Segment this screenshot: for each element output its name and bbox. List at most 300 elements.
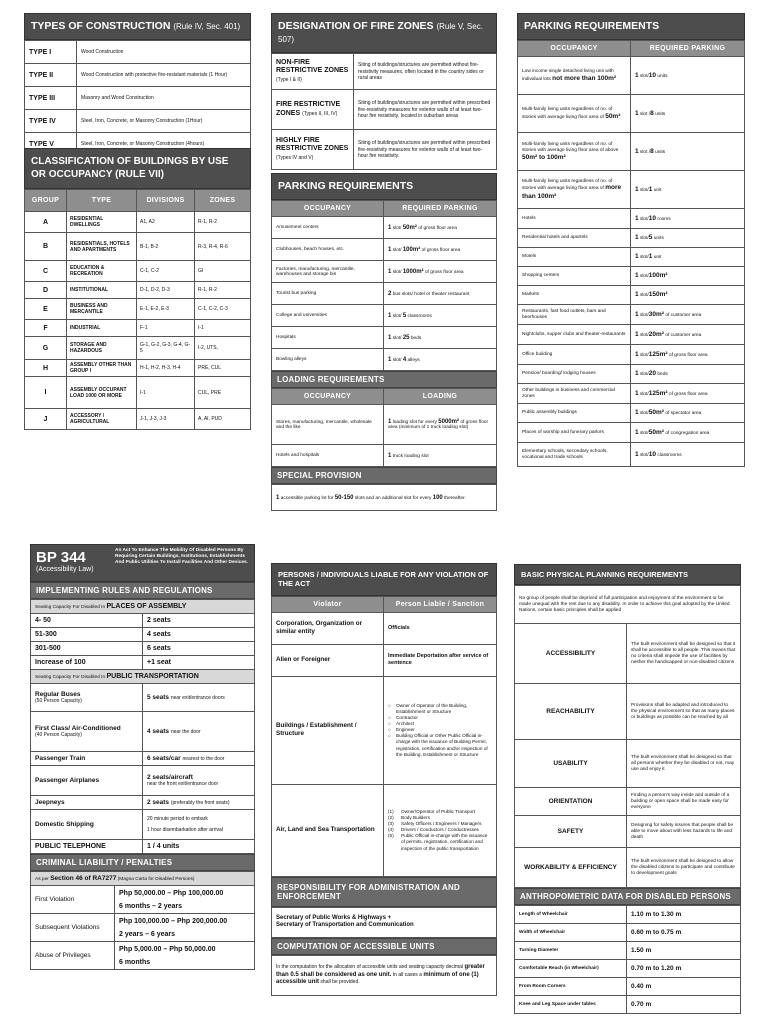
list-item-text: Architect — [396, 721, 415, 727]
type-cell: TYPE II — [25, 64, 77, 87]
parking-cell — [384, 261, 497, 283]
table-row — [518, 305, 745, 325]
seats-value: 2 seats — [147, 798, 170, 806]
computation-table — [271, 955, 497, 996]
desc-cell: Steel, Iron, Concrete, or Masonry Construction (4hours) — [77, 133, 251, 156]
persons-liable-header: PERSONS / INDIVIDUALS LIABLE FOR ANY VIOLATION OF THE ACT — [271, 563, 497, 596]
parking-unit: slot/ — [639, 293, 649, 299]
parking-unit: slot/ — [639, 255, 649, 261]
occupancy-cell: Amusement centers — [272, 217, 384, 239]
parking-header: PARKING REQUIREMENTS — [271, 173, 497, 200]
table-row — [25, 337, 251, 360]
table-row — [272, 349, 497, 371]
transport-name: Regular Buses — [35, 690, 81, 698]
caption-text: As per — [35, 877, 49, 882]
penalty-jail: 6 months – 2 years — [119, 902, 183, 910]
table-row — [518, 171, 745, 209]
parking-unit: slot/ — [639, 352, 649, 358]
occupancy-text: Multi-family living units regardless of no. of stories with average living floor area of — [522, 178, 613, 192]
occupancy-cell: Hospitals — [272, 327, 384, 349]
table-row — [518, 209, 745, 229]
violator-cell: Alien or Foreigner — [272, 644, 384, 676]
desc-cell: Wood Construction — [77, 41, 251, 64]
parking-text: of congregation area — [665, 430, 710, 436]
divisions-cell: J-1, J-3, J-3 — [137, 409, 195, 430]
parking-value: 1 — [635, 214, 639, 222]
irr-header: IMPLEMENTING RULES AND REGULATIONS — [30, 582, 255, 599]
panel-title: DESIGNATION OF FIRE ZONES — [278, 20, 434, 32]
principle-desc-cell: The built environment shall be designed so that it shall be accessible to all people. This means that no criteria shall impede the use of facilities by neither the handicapped or non-disabled citizens — [627, 624, 741, 684]
occupancy-text: Office building — [522, 351, 553, 357]
table-row — [25, 41, 251, 64]
penalty-fine: Php 50,000.00 – Php 100,000.00 — [119, 889, 224, 897]
transport-seats-cell — [143, 752, 255, 766]
principle-cell: REACHABILITY — [515, 684, 627, 740]
table-row — [515, 924, 741, 942]
table-row — [518, 325, 745, 345]
table-row — [31, 656, 255, 670]
seats-value: 6 seats/car — [147, 754, 181, 762]
caption-bold: Section 46 of RA7277 — [50, 875, 117, 882]
parking-cell — [631, 267, 745, 286]
parking-value: 1 — [635, 350, 639, 358]
assembly-caption — [31, 600, 255, 614]
parking-unit: slot/ — [639, 216, 649, 222]
occupancy-text: Multi-family living units regardless of no. of stories with average living floor area of — [522, 106, 613, 120]
occupancy-cell — [518, 305, 631, 325]
seats-note: nearest to the door — [182, 755, 225, 762]
occupancy-cell — [518, 133, 631, 171]
parking-number: 20m² — [648, 330, 664, 338]
parking-text: of gross floor area — [418, 225, 457, 231]
table-row — [518, 57, 745, 95]
type-cell: TYPE IV — [25, 110, 77, 133]
loading-value: 1 — [388, 419, 392, 426]
group-cell: E — [25, 299, 67, 320]
zones-cell: CUL, PRE — [195, 377, 251, 409]
parking-cell — [631, 305, 745, 325]
capacity-cell: Increase of 100 — [31, 656, 143, 670]
bp344-panel — [30, 544, 255, 970]
occupancy-cell — [518, 229, 631, 248]
parking-text: rooms — [657, 216, 671, 222]
occupancy-cell — [518, 267, 631, 286]
table-row — [518, 229, 745, 248]
parking-text: unit — [653, 255, 662, 261]
parking-value: 1 — [635, 310, 639, 318]
violation-cell: Subsequent Violations — [31, 914, 115, 942]
parking-value: 1 — [388, 268, 392, 275]
parking-text: classrooms — [407, 313, 432, 319]
list-item-text: Safety Officers / Engineers / Managers — [401, 821, 482, 827]
parking-text: of customer area — [665, 312, 702, 318]
type-cell: ASSEMBLY OTHER THAN GROUP I — [67, 360, 137, 377]
zone-desc: Siting of buildings/structures are permitted without fire-resistivity measures, often located in the country sides or rural areas — [354, 54, 497, 90]
seats-cell: 6 seats — [143, 642, 255, 656]
col-header: REQUIRED PARKING — [631, 41, 745, 57]
violator-cell: Corporation, Organization or similar entity — [272, 612, 384, 644]
table-row — [31, 914, 255, 942]
table-row — [518, 133, 745, 171]
table-row — [31, 796, 255, 810]
special-text: accessible parking lot for — [280, 495, 334, 501]
capacity-cell: 4- 50 — [31, 614, 143, 628]
parking-number: 30m² — [648, 310, 664, 318]
parking-number: 125m² — [648, 350, 668, 358]
list-item-text: Body Builders — [401, 814, 430, 820]
type-cell: EDUCATION & RECREATION — [67, 261, 137, 282]
parking-unit: slot / — [639, 149, 651, 155]
list-item-text: Drivers / Conductors / Conductresses — [401, 827, 479, 833]
parking-unit: slot/ — [639, 236, 649, 242]
parking-cell — [631, 345, 745, 365]
parking-text: of gross floor area — [668, 352, 708, 358]
table-row — [272, 784, 497, 876]
occupancy-cell — [518, 209, 631, 229]
measure-cell: Width of Wheelchair — [515, 924, 627, 942]
zones-cell: PRE, CUL — [195, 360, 251, 377]
parking-number: 50m² — [648, 428, 664, 436]
loading-number: 5000m² — [438, 419, 459, 426]
measure-value-cell: 0.40 m — [627, 978, 741, 996]
table-row — [518, 384, 745, 404]
seats-value: 2 seats/aircraft — [147, 773, 193, 781]
parking-unit: slot/ — [639, 187, 649, 193]
responsibility-header: RESPONSIBILITY FOR ADMINISTRATION AND ENFORCEMENT — [271, 877, 497, 907]
parking-text: of gross floor area — [668, 391, 708, 397]
zones-cell: R-3, R-4, R-6 — [195, 233, 251, 261]
transport-seats-cell — [143, 796, 255, 810]
computation-bold: minimum of one (1) accessible unit — [276, 971, 479, 985]
occupancy-cell — [518, 345, 631, 365]
fire-zones-panel — [271, 13, 497, 170]
zone-name-cell — [272, 130, 354, 170]
table-row — [31, 670, 255, 684]
classification-table — [24, 189, 251, 430]
table-row — [272, 445, 497, 467]
parking-number: 50m² — [648, 409, 664, 417]
measure-value-cell: 0.70 m — [627, 996, 741, 1014]
table-row — [31, 642, 255, 656]
principle-desc-cell: Designing for safety insures that people shall be able to move about with less hazards to life and death — [627, 816, 741, 848]
table-row — [25, 233, 251, 261]
principle-desc-cell: Finding a person's way inside and outside of a building or open space shall be made easy for everyone — [627, 788, 741, 816]
parking-unit: slot/ — [639, 411, 649, 417]
parking-unit: bus slots/ hotel or theater restaurant — [392, 291, 470, 297]
table-row — [272, 283, 497, 305]
table-row — [518, 443, 745, 467]
parking-unit: slot/ — [639, 332, 649, 338]
col-header: TYPE — [67, 190, 137, 212]
principle-cell: WORKABILITY & EFFICIENCY — [515, 848, 627, 888]
seats-note: near the door — [170, 728, 201, 735]
loading-table — [271, 388, 497, 467]
responsibility-line: Secretary of Transportation and Communication — [276, 922, 414, 929]
parking-number: 1000m² — [402, 268, 424, 275]
parking-cell — [631, 443, 745, 467]
bullet-icon: ○ — [388, 721, 391, 727]
zones-cell: I-1 — [195, 320, 251, 337]
zone-name: NON-FIRE RESTRICTIVE ZONES — [276, 58, 349, 75]
responsibility-table — [271, 907, 497, 938]
seats-note: (preferably the front seats) — [170, 799, 230, 806]
parking-text: units — [655, 149, 666, 155]
table-row — [272, 612, 497, 644]
occupancy-text: Hotels — [522, 215, 536, 221]
caption-text: Seating Capacity For Disabled In — [35, 675, 106, 680]
parking-value: 1 — [635, 185, 639, 193]
col-header: OCCUPANCY — [272, 201, 384, 217]
list-item — [388, 703, 492, 715]
parking-value: 1 — [635, 109, 639, 117]
parking-value: 1 — [635, 272, 639, 280]
computation-bold: greater than 0.5 shall be considered as one unit. — [276, 964, 485, 978]
parking-unit: slot/ — [392, 269, 402, 275]
table-row — [515, 624, 741, 684]
parking-text: classrooms — [657, 452, 682, 458]
divisions-cell: A1, A2 — [137, 212, 195, 233]
bp344-description: An Act To Enhance The Mobility Of Disabled Persons By Requiring Certain Buildings, Institutions, Establishments And Public Utilities To Install Facilities And Other Devices. — [115, 548, 249, 566]
table-row — [31, 752, 255, 766]
occupancy-cell — [518, 325, 631, 345]
transport-cell — [31, 684, 143, 712]
group-cell: J — [25, 409, 67, 430]
principle-cell: ACCESSIBILITY — [515, 624, 627, 684]
occupancy-cell: College and universities — [272, 305, 384, 327]
computation-text: shall be provided. — [320, 979, 360, 985]
parking-number: 50m² — [402, 224, 417, 231]
occupancy-cell: Bowling alleys — [272, 349, 384, 371]
table-row — [272, 327, 497, 349]
penalty-cell — [115, 914, 255, 942]
classification-body — [25, 212, 251, 430]
occupancy-cell — [518, 423, 631, 443]
penalty-fine: Php 100,000.00 – Php 200,000.00 — [119, 917, 228, 925]
type-cell: BUSINESS AND MERCANTILE — [67, 299, 137, 320]
parking-cell — [631, 384, 745, 404]
principle-cell: ORIENTATION — [515, 788, 627, 816]
type-cell: INDUSTRIAL — [67, 320, 137, 337]
special-value: 100 — [432, 494, 443, 501]
divisions-cell: B-1, B-2 — [137, 233, 195, 261]
parking-unit: slot/ — [639, 73, 649, 79]
divisions-cell: H-1, H-2, H-3, H-4 — [137, 360, 195, 377]
list-item — [388, 833, 492, 851]
bp344-subtitle: (Accessibility Law) — [36, 566, 94, 573]
loading-text: truck loading slot — [392, 453, 429, 459]
planning-header: BASIC PHYSICAL PLANNING REQUIREMENTS — [514, 564, 741, 585]
parking-cell — [631, 171, 745, 209]
occupancy-text: Motels — [522, 254, 537, 260]
parking-unit: slot/ — [639, 430, 649, 436]
parking-text: of spectator area — [665, 411, 702, 417]
persons-liable-panel — [271, 563, 497, 996]
special-value: 1 — [276, 494, 280, 501]
list-item-text: Public Official in-charge with the issuance of permits, registration, certification and inspection of the public transportation — [401, 833, 488, 851]
principle-desc-cell: The built environment shall be designed so that all persons whether they be disabled or not, may use and enjoy it — [627, 740, 741, 788]
type-cell: RESIDENTIALS, HOTELS AND APARTMENTS — [67, 233, 137, 261]
occupancy-cell — [518, 286, 631, 305]
measure-cell: From Room Corners — [515, 978, 627, 996]
zones-cell: C-1, C-2, C-3 — [195, 299, 251, 320]
parking-value: 1 — [388, 334, 392, 341]
list-number: (3) — [388, 821, 394, 827]
occupancy-cell: Tourist bus parking — [272, 283, 384, 305]
bullet-icon: ○ — [388, 727, 391, 733]
parking-number: 20 — [648, 370, 657, 378]
parking-value: 1 — [388, 312, 392, 319]
parking-cell — [631, 209, 745, 229]
table-row — [272, 239, 497, 261]
occupancy-cell: Hotels and hospitals — [272, 445, 384, 467]
desc-cell: Steel, Iron, Concrete, or Masonry Construction (1Hour) — [77, 110, 251, 133]
parking-cell — [631, 286, 745, 305]
caption-bold: PUBLIC TRANSPORTATION — [106, 673, 199, 680]
parking-value: 1 — [635, 330, 639, 338]
sanction-cell: Immediate Deportation after service of sentence — [384, 644, 497, 676]
parking-loading-panel — [271, 173, 497, 511]
classification-header: CLASSIFICATION OF BUILDINGS BY USE OR OCCUPANCY (RULE VII) — [24, 148, 251, 189]
table-row — [31, 872, 255, 886]
violator-cell: Buildings / Establishment / Structure — [272, 676, 384, 784]
parking-value: 1 — [388, 246, 392, 253]
fire-zones-table — [271, 53, 497, 170]
special-table — [271, 484, 497, 511]
telephone-value: 1 / 4 units — [143, 840, 255, 854]
liable-table — [271, 596, 497, 877]
table-row — [272, 405, 497, 445]
occupancy-text: Markets — [522, 292, 540, 298]
table-row — [31, 628, 255, 642]
group-cell: C — [25, 261, 67, 282]
occupancy-text: Pension/ boarding/ lodging houses — [522, 371, 596, 377]
transport-name: First Class/ Air-Conditioned — [35, 724, 121, 732]
type-cell: STORAGE AND HAZARDOUS — [67, 337, 137, 360]
table-row — [272, 485, 497, 511]
parking-unit: slot/ — [392, 247, 402, 253]
list-number: (4) — [388, 827, 394, 833]
parking-mid-table — [271, 200, 497, 371]
anthropometric-header: ANTHROPOMETRIC DATA FOR DISABLED PERSONS — [514, 888, 741, 905]
penalty-jail: 2 years – 6 years — [119, 930, 176, 938]
types-table — [24, 40, 251, 156]
col-header: OCCUPANCY — [518, 41, 631, 57]
parking-value: 1 — [635, 147, 639, 155]
table-row — [515, 906, 741, 924]
parking-value: 1 — [635, 71, 639, 79]
group-cell: I — [25, 377, 67, 409]
computation-cell — [272, 955, 497, 995]
table-row — [515, 978, 741, 996]
special-value: 50-150 — [334, 494, 354, 501]
divisions-cell: I-1 — [137, 377, 195, 409]
transport-cell — [31, 712, 143, 752]
transport-capacity: (50 Person Capacity) — [35, 697, 82, 704]
transport-liable-list — [388, 809, 492, 852]
types-of-construction-header — [24, 13, 251, 40]
occupancy-cell — [518, 95, 631, 133]
parking-number: 10 — [648, 71, 657, 79]
anthropometric-table — [514, 905, 741, 1014]
planning-table — [514, 585, 741, 888]
table-row — [515, 942, 741, 960]
parking-text: units — [655, 111, 666, 117]
parking-cell — [631, 229, 745, 248]
planning-panel — [514, 564, 741, 1014]
table-row — [272, 907, 497, 937]
parking-cell — [384, 305, 497, 327]
occupancy-text: Nightclubs, supper clubs and theater-restaurants — [522, 331, 626, 337]
transport-name: Domestic Shipping — [31, 810, 143, 840]
divisions-cell: C-1, C-2 — [137, 261, 195, 282]
measure-cell: Comfortable Reach (in Wheelchair) — [515, 960, 627, 978]
caption-bold: PLACES OF ASSEMBLY — [106, 603, 187, 610]
type-cell: TYPE V — [25, 133, 77, 156]
divisions-cell: E-1, E-2, E-3 — [137, 299, 195, 320]
occupancy-text: Restaurants, fast food outlets, bars and beerhouses — [522, 308, 606, 320]
assembly-table — [30, 599, 255, 854]
type-cell: INSTITUTIONAL — [67, 282, 137, 299]
parking-unit: slot/ — [392, 335, 402, 341]
parking-header: PARKING REQUIREMENTS — [517, 13, 745, 40]
bullet-icon: ○ — [388, 733, 391, 739]
zone-types: (Types II, III, IV) — [302, 110, 338, 117]
parking-text: of gross floor area — [424, 269, 464, 275]
parking-unit: slot/ — [639, 391, 649, 397]
transport-capacity: (40 Person Capacity) — [35, 731, 82, 738]
table-row — [515, 740, 741, 788]
parking-cell — [384, 217, 497, 239]
list-number: (2) — [388, 814, 394, 820]
group-cell: H — [25, 360, 67, 377]
seats-note: near exit/entrance doors — [170, 694, 225, 701]
responsibility-line: Secretary of Public Works & Highways + — [276, 914, 392, 921]
computation-text: In all cases a — [392, 971, 422, 978]
table-header-row — [25, 190, 251, 212]
table-row — [31, 712, 255, 752]
parking-cell — [631, 95, 745, 133]
parking-right-body — [518, 57, 745, 467]
parking-text: alleys — [407, 357, 420, 363]
occupancy-cell: Clubhouses, beach houses, etc. — [272, 239, 384, 261]
table-row — [272, 217, 497, 239]
parking-text: beds — [657, 372, 668, 378]
parking-number: 4 — [402, 356, 407, 363]
sanction-cell: Officials — [384, 612, 497, 644]
parking-text: of gross floor area — [421, 247, 461, 253]
table-row — [31, 886, 255, 914]
planning-body — [515, 624, 741, 888]
parking-value: 1 — [635, 389, 639, 397]
measure-value-cell: 1.10 m to 1.30 m — [627, 906, 741, 924]
list-item — [388, 733, 492, 757]
sanction-list-cell — [384, 784, 497, 876]
table-header-row — [518, 41, 745, 57]
parking-value: 1 — [388, 224, 392, 231]
panel-ref: (Rule IV, Sec. 401) — [173, 22, 241, 31]
bp344-header — [30, 544, 255, 582]
parking-unit: slot/ — [639, 372, 649, 378]
table-row — [25, 110, 251, 133]
telephone-cell: PUBLIC TELEPHONE — [31, 840, 143, 854]
occupancy-text: Shopping centers — [522, 273, 560, 279]
table-row — [272, 305, 497, 327]
computation-text: In the computation for the allocation of accessible units and seating capacity decimal — [276, 964, 464, 970]
parking-number: 25 — [402, 334, 410, 341]
loading-cell — [384, 405, 497, 445]
bp344-title-block — [31, 545, 111, 581]
table-row — [518, 365, 745, 384]
